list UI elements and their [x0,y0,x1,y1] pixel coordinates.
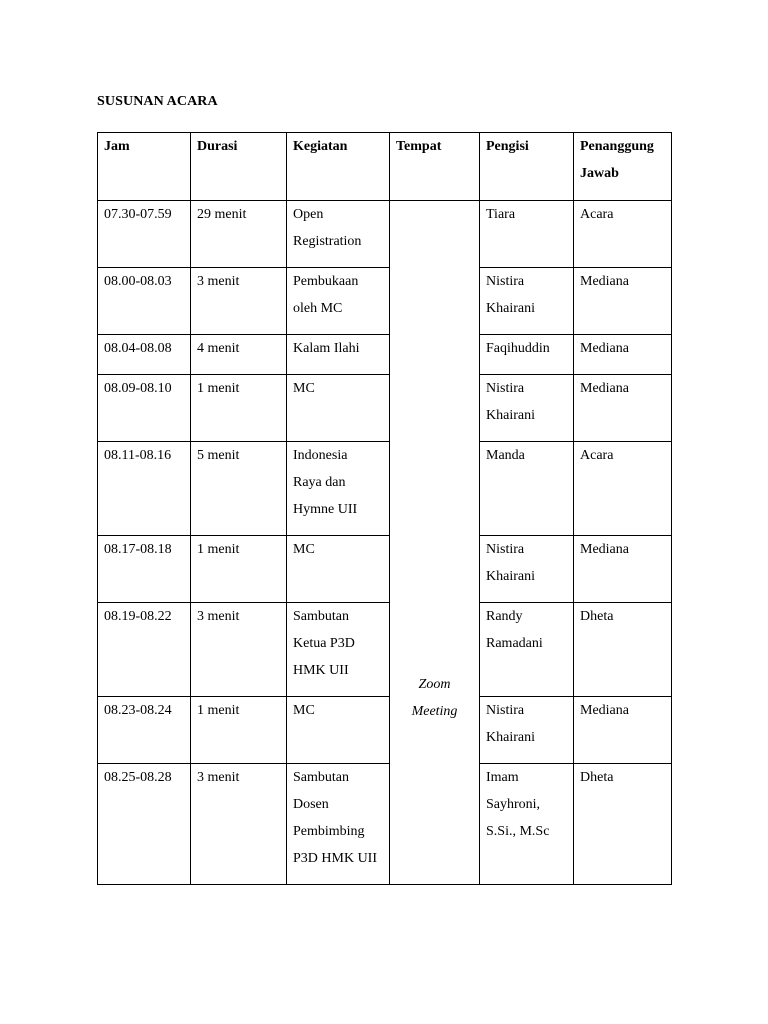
cell-durasi: 5 menit [191,442,287,536]
tempat-line1: Zoom [418,676,451,692]
header-kegiatan: Kegiatan [287,133,390,201]
cell-jam: 08.04-08.08 [98,335,191,375]
cell-pengisi [480,536,574,603]
cell-jam: 08.25-08.28 [98,764,191,885]
cell-pengisi [480,375,574,442]
cell-kegiatan [287,764,390,885]
cell-durasi: 1 menit [191,536,287,603]
cell-durasi: 4 menit [191,335,287,375]
cell-penanggung-jawab: Mediana [574,697,672,764]
kegiatan-line: Sambutan [293,609,349,624]
kegiatan-line: Hymne UII [293,502,358,517]
pengisi-line: Imam [486,770,519,785]
cell-penanggung-jawab: Dheta [574,603,672,697]
kegiatan-line: Sambutan [293,770,349,785]
kegiatan-line: Pembimbing [293,824,365,839]
header-durasi: Durasi [191,133,287,201]
cell-kegiatan [287,375,390,442]
cell-jam: 08.00-08.03 [98,268,191,335]
pengisi-line: Sayhroni, [486,797,541,812]
cell-pengisi [480,764,574,885]
pengisi-line: Nistira [486,381,525,396]
kegiatan-line: Ketua P3D [293,636,355,651]
pengisi-line: Tiara [486,207,516,222]
header-jam: Jam [98,133,191,201]
cell-pengisi [480,442,574,536]
cell-kegiatan [287,335,390,375]
table-row [98,201,672,268]
kegiatan-line: oleh MC [293,301,343,316]
kegiatan-line: P3D HMK UII [293,851,377,866]
cell-penanggung-jawab: Mediana [574,268,672,335]
cell-pengisi [480,603,574,697]
cell-pengisi [480,201,574,268]
pengisi-line: Khairani [486,408,535,423]
table-row [98,697,672,764]
kegiatan-line: MC [293,542,315,557]
table-row [98,442,672,536]
table-row [98,375,672,442]
pengisi-line: Randy [486,609,523,624]
pengisi-line: Khairani [486,301,535,316]
table-row [98,764,672,885]
kegiatan-line: MC [293,703,315,718]
table-row [98,603,672,697]
cell-penanggung-jawab: Mediana [574,536,672,603]
kegiatan-line: Indonesia [293,448,348,463]
cell-durasi: 29 menit [191,201,287,268]
pengisi-line: Faqihuddin [486,341,550,356]
header-pengisi: Pengisi [480,133,574,201]
kegiatan-line: Raya dan [293,475,346,490]
cell-jam: 08.17-08.18 [98,536,191,603]
schedule-table [97,132,672,885]
cell-durasi: 3 menit [191,764,287,885]
kegiatan-line: Registration [293,234,362,249]
table-row [98,268,672,335]
header-tempat: Tempat [390,133,480,201]
pengisi-line: Nistira [486,703,525,718]
cell-tempat [390,201,480,885]
cell-jam: 08.09-08.10 [98,375,191,442]
kegiatan-line: HMK UII [293,663,349,678]
cell-penanggung-jawab: Acara [574,442,672,536]
cell-kegiatan [287,201,390,268]
cell-jam: 08.23-08.24 [98,697,191,764]
pengisi-line: Khairani [486,569,535,584]
document-title: SUSUNAN ACARA [97,94,218,109]
pengisi-line: S.Si., M.Sc [486,824,550,839]
cell-penanggung-jawab: Mediana [574,335,672,375]
pengisi-line: Ramadani [486,636,543,651]
cell-durasi: 3 menit [191,268,287,335]
kegiatan-line: Dosen [293,797,329,812]
pengisi-line: Nistira [486,542,525,557]
cell-penanggung-jawab: Mediana [574,375,672,442]
kegiatan-line: MC [293,381,315,396]
pengisi-line: Manda [486,448,525,463]
pengisi-line: Nistira [486,274,525,289]
cell-durasi: 1 menit [191,375,287,442]
cell-kegiatan [287,536,390,603]
table-row [98,536,672,603]
header-penanggung-jawab [574,133,672,201]
cell-jam: 08.19-08.22 [98,603,191,697]
header-penanggung-line1: Penanggung [580,139,654,154]
cell-jam: 08.11-08.16 [98,442,191,536]
cell-kegiatan [287,442,390,536]
kegiatan-line: Kalam Ilahi [293,341,360,356]
cell-durasi: 1 menit [191,697,287,764]
cell-jam: 07.30-07.59 [98,201,191,268]
cell-kegiatan [287,603,390,697]
cell-pengisi [480,268,574,335]
cell-kegiatan [287,268,390,335]
kegiatan-line: Open [293,207,324,222]
kegiatan-line: Pembukaan [293,274,359,289]
table-row [98,335,672,375]
header-penanggung-line2: Jawab [580,166,619,181]
cell-kegiatan [287,697,390,764]
table-header-row [98,133,672,201]
cell-durasi: 3 menit [191,603,287,697]
tempat-line2: Meeting [411,703,458,719]
pengisi-line: Khairani [486,730,535,745]
cell-penanggung-jawab: Acara [574,201,672,268]
cell-penanggung-jawab: Dheta [574,764,672,885]
cell-pengisi [480,697,574,764]
cell-pengisi [480,335,574,375]
